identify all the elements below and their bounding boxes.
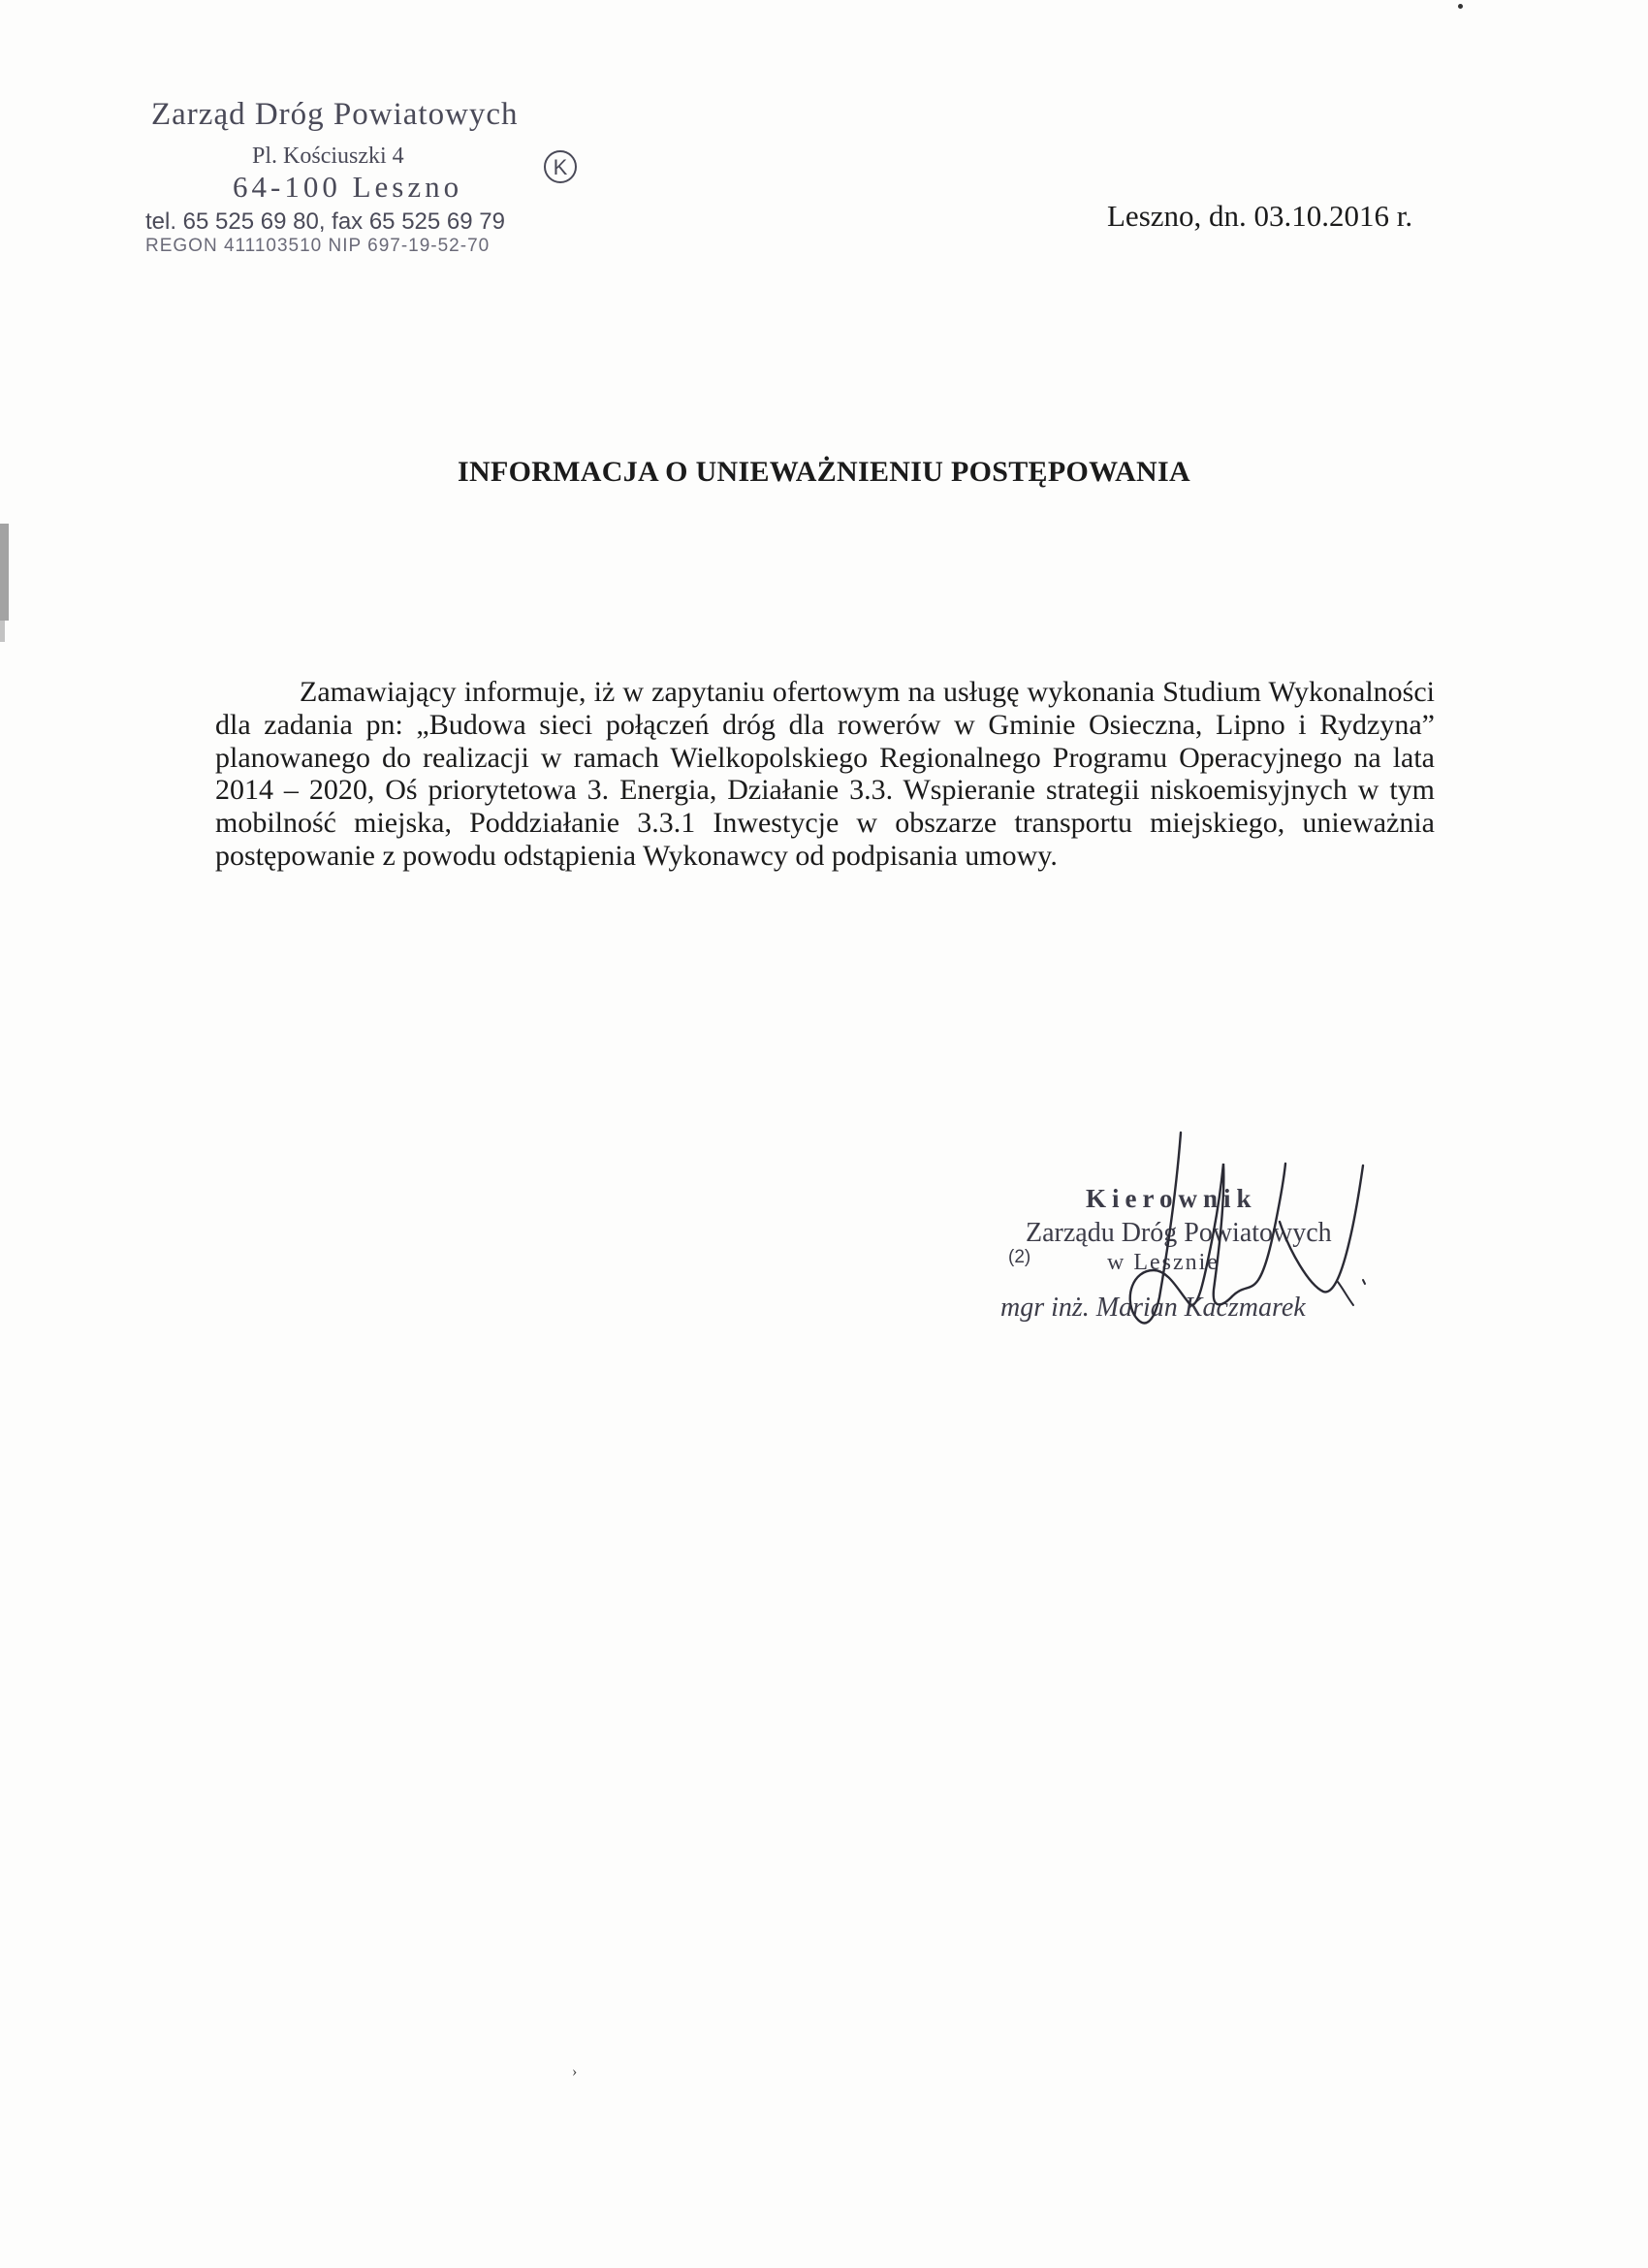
document-date: Leszno, dn. 03.10.2016 r. [1107,199,1413,233]
document-body [215,676,1435,873]
signature-role: Kierownik [1086,1184,1257,1213]
scan-edge-shadow-small [0,621,5,642]
signature-place: w Lesznie [1107,1250,1220,1275]
scan-edge-shadow [0,524,9,621]
stamp-office-name: Zarząd Dróg Powiatowych [151,97,519,132]
stamp-street: Pl. Kościuszki 4 [252,144,404,169]
stamp-phone-fax: tel. 65 525 69 80, fax 65 525 69 79 [145,208,505,235]
stamp-postal-city: 64-100 Leszno [233,170,463,204]
circled-k-icon [541,147,580,186]
stamp-regon-nip: REGON 411103510 NIP 697-19-52-70 [145,236,491,256]
signature-copy-mark: (2) [1008,1247,1031,1267]
letterhead-stamp [145,89,591,264]
signature-block [989,1125,1454,1358]
scan-mark: › [572,2063,578,2080]
handwritten-signature [989,1125,1454,1358]
document-title: INFORMACJA O UNIEWAŻNIENIU POSTĘPOWANIA [458,456,1190,488]
svg-text:K: K [553,155,568,179]
body-paragraph: Zamawiający informuje, iż w zapytaniu ofertowym na usługę wykonania Studium Wykonalności dla zadania pn: „Budowa sieci połączeń dróg dla rowerów w Gminie Osieczna, Lipno i Rydzyna” planowanego do realizacji w ramach Wielkopolskiego Regionalnego Programu Operacyjnego na lata 2014 – 2020, Oś priorytetowa 3. Energia, Działanie 3.3. Wspieranie strategii niskoemisyjnych w tym mobilność miejska, Poddziałanie 3.3.1 Inwestycje w obszarze transportu miejskiego, unieważnia postępowanie z powodu odstąpienia Wykonawcy od podpisania umowy. [215,676,1435,872]
signature-name: mgr inż. Marian Kaczmarek [1000,1293,1306,1323]
signature-organization: Zarządu Dróg Powiatowych [1026,1218,1332,1248]
scan-speck [1458,4,1463,9]
